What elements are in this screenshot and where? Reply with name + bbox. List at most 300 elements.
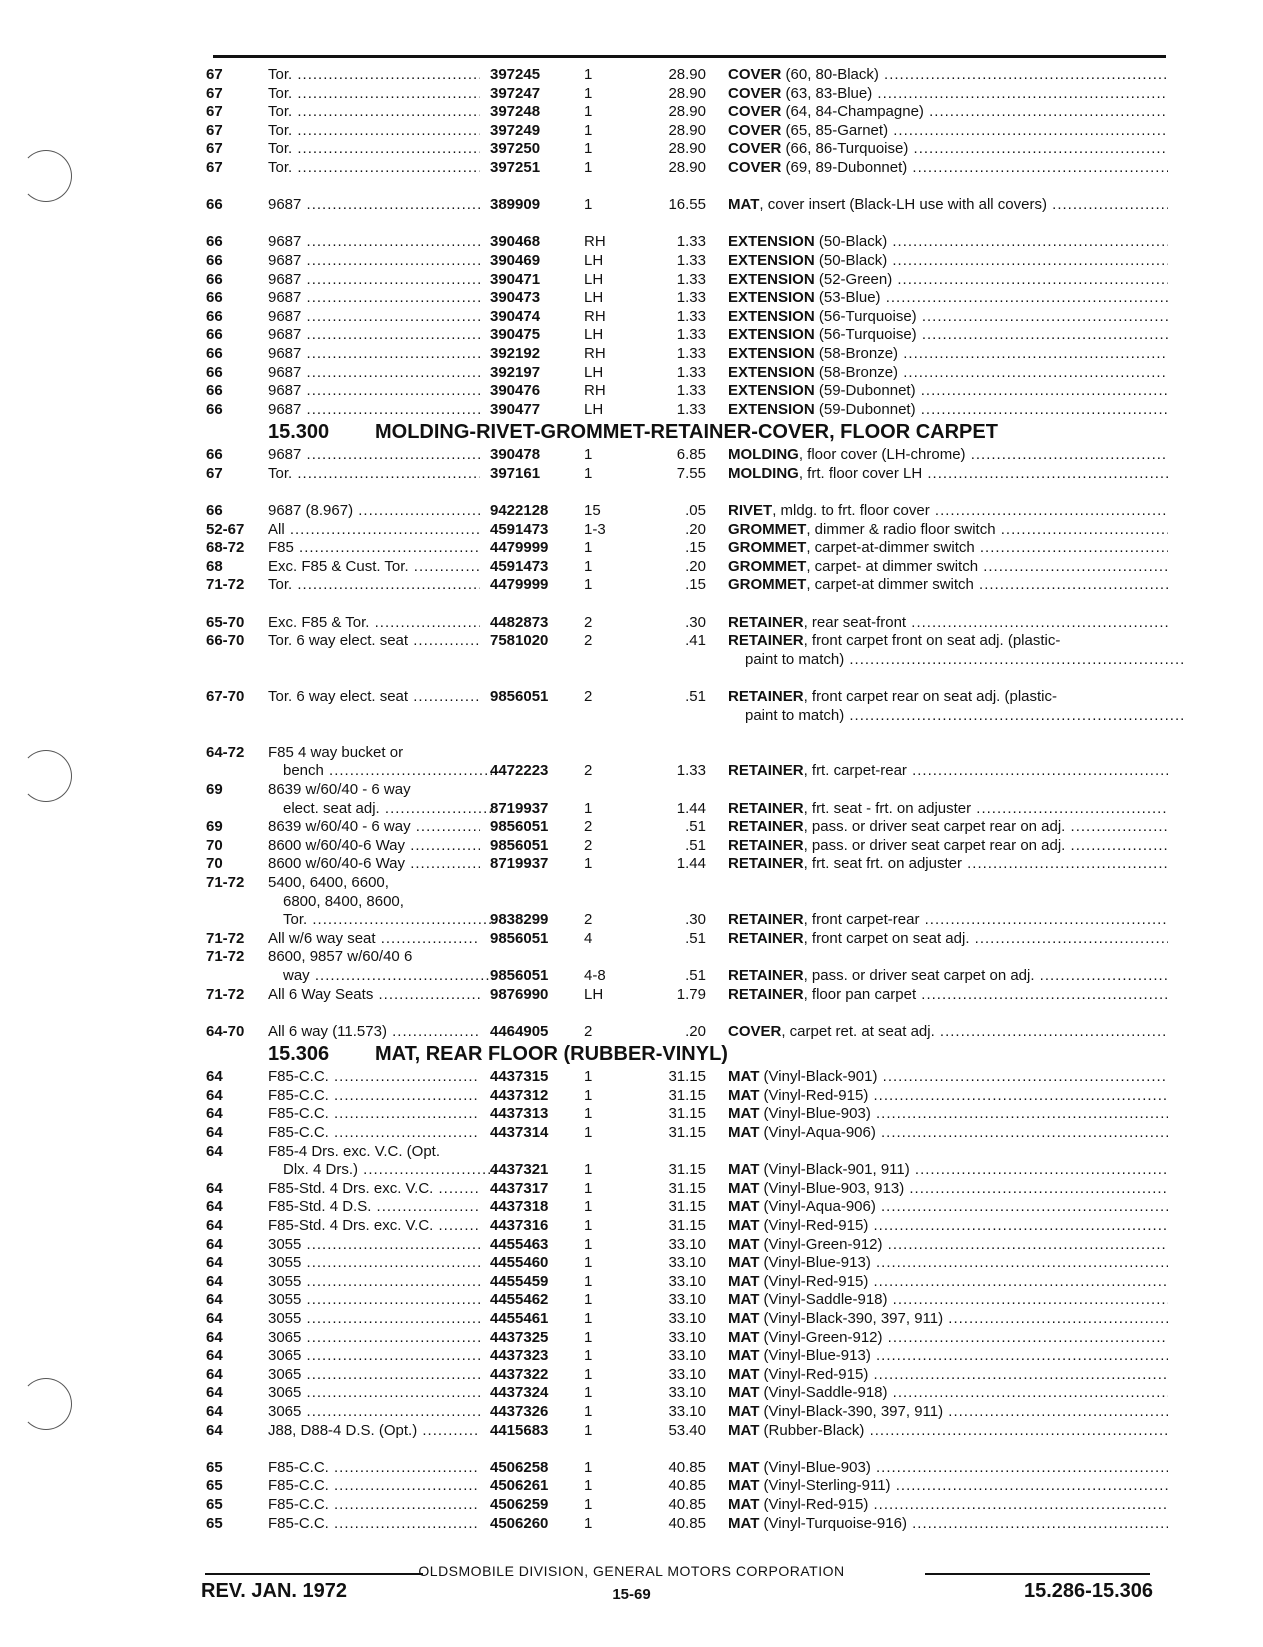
table-row <box>0 1161 1263 1180</box>
table-row <box>0 446 1263 465</box>
part-name: MAT <box>728 1086 760 1104</box>
section-title: MAT, REAR FLOOR (RUBBER-VINYL) <box>375 1043 728 1066</box>
description-cell <box>745 707 1185 726</box>
description-text: paint to match) ..... <box>745 651 1185 668</box>
part-number-cell: 4506258 <box>490 1458 549 1476</box>
year-cell: 64 <box>206 1291 223 1309</box>
price-cell: .30 <box>685 613 706 631</box>
quantity-cell: 1 <box>584 1384 593 1402</box>
part-number-cell: 4455459 <box>490 1272 549 1290</box>
year-cell: 65 <box>206 1477 223 1495</box>
table-row <box>0 948 1263 967</box>
price-cell: 1.33 <box>676 382 706 400</box>
part-name: COVER <box>728 66 782 83</box>
model-cell: 9687 (8.967) ..... <box>268 502 480 521</box>
part-name: EXTENSION <box>728 233 815 251</box>
price-cell: 31.15 <box>668 1068 706 1086</box>
part-number-cell: 4437315 <box>490 1068 549 1086</box>
part-name: RETAINER <box>728 966 804 984</box>
description-text: (69, 89-Dubonnet) ..... <box>781 159 1168 176</box>
year-cell: 67 <box>206 140 223 158</box>
part-name: MOLDING <box>728 446 799 464</box>
part-name: COVER <box>728 1022 782 1040</box>
price-cell: 33.10 <box>668 1384 706 1402</box>
part-number-cell: 390475 <box>490 326 541 344</box>
part-name: MAT <box>728 1421 760 1439</box>
table-row <box>0 1023 1263 1042</box>
model-cell: 3055 ..... <box>268 1273 480 1292</box>
model-cell: F85 4 way bucket or <box>268 743 404 761</box>
table-row <box>0 1384 1263 1403</box>
year-cell: 66 <box>206 363 223 381</box>
description-text: , carpet-at dimmer switch ..... <box>806 576 1168 593</box>
description-cell <box>728 1422 1168 1441</box>
description-cell <box>728 1236 1168 1255</box>
model-cell: 3065 ..... <box>268 1366 480 1385</box>
part-number-cell: 4437317 <box>490 1179 549 1197</box>
price-cell: 31.15 <box>668 1105 706 1123</box>
price-cell: 33.10 <box>668 1365 706 1383</box>
price-cell: 7.55 <box>676 464 706 482</box>
price-cell: 31.15 <box>668 1086 706 1104</box>
price-cell: 40.85 <box>668 1458 706 1476</box>
table-row <box>0 1254 1263 1273</box>
table-row <box>0 1310 1263 1329</box>
quantity-cell: 1 <box>584 1124 593 1142</box>
part-name: MAT <box>728 1068 760 1086</box>
part-number-cell: 390468 <box>490 233 541 251</box>
part-number-cell: 390478 <box>490 446 541 464</box>
part-number-cell: 390471 <box>490 270 541 288</box>
model-cell: 6800, 8400, 8600, <box>283 892 404 910</box>
part-number-cell: 4591473 <box>490 557 549 575</box>
row-spacer <box>0 215 1263 234</box>
part-number-cell: 7581020 <box>490 632 549 650</box>
description-cell <box>728 1366 1168 1385</box>
model-cell: 3055 ..... <box>268 1291 480 1310</box>
part-name: RETAINER <box>728 985 804 1003</box>
model-cell: F85-C.C. ..... <box>268 1496 480 1515</box>
table-row <box>0 688 1263 707</box>
description-cell <box>728 66 1168 85</box>
part-name: RETAINER <box>728 818 804 836</box>
table-row <box>0 967 1263 986</box>
quantity-cell: 2 <box>584 762 593 780</box>
year-cell: 67 <box>206 158 223 176</box>
part-name: RETAINER <box>728 836 804 854</box>
price-cell: 31.15 <box>668 1179 706 1197</box>
model-cell: All ..... <box>268 521 480 540</box>
description-text: (64, 84-Champagne) ..... <box>781 103 1168 120</box>
description-cell <box>728 465 1168 484</box>
part-name: EXTENSION <box>728 382 815 400</box>
part-name: EXTENSION <box>728 289 815 307</box>
description-text: (65, 85-Garnet) ..... <box>781 122 1168 139</box>
price-cell: .51 <box>685 836 706 854</box>
revision-date: REV. JAN. 1972 <box>201 1580 348 1602</box>
row-spacer <box>0 595 1263 614</box>
description-cell <box>728 1068 1168 1087</box>
part-name: MAT <box>728 1328 760 1346</box>
price-cell: 16.55 <box>668 196 706 214</box>
part-number-cell: 4464905 <box>490 1022 549 1040</box>
table-row <box>0 1198 1263 1217</box>
part-number-cell: 397248 <box>490 103 541 121</box>
part-number-cell: 389909 <box>490 196 541 214</box>
price-cell: 40.85 <box>668 1495 706 1513</box>
description-cell <box>728 401 1168 420</box>
description-cell <box>728 85 1168 104</box>
model-cell: 9687 ..... <box>268 401 480 420</box>
year-cell: 67 <box>206 464 223 482</box>
price-cell: 1.44 <box>676 799 706 817</box>
price-cell: 1.33 <box>676 344 706 362</box>
description-cell <box>728 539 1168 558</box>
description-cell <box>728 1105 1168 1124</box>
table-row <box>0 744 1263 763</box>
row-spacer <box>0 483 1263 502</box>
part-name: COVER <box>728 140 782 158</box>
quantity-cell: 1 <box>584 1328 593 1346</box>
year-cell: 66 <box>206 233 223 251</box>
year-cell: 64 <box>206 1254 223 1272</box>
description-cell <box>728 196 1168 215</box>
description-cell <box>728 1198 1168 1217</box>
part-name: EXTENSION <box>728 344 815 362</box>
description-cell <box>728 1459 1168 1478</box>
quantity-cell: LH <box>584 251 604 269</box>
model-cell: 9687 ..... <box>268 345 480 364</box>
quantity-cell: 1 <box>584 1179 593 1197</box>
corporation-line: OLDSMOBILE DIVISION, GENERAL MOTORS CORPORATION <box>418 1563 845 1579</box>
part-number-cell: 390473 <box>490 289 541 307</box>
quantity-cell: 1 <box>584 121 593 139</box>
table-row <box>0 85 1263 104</box>
year-cell: 67 <box>206 84 223 102</box>
model-cell: F85-C.C. ..... <box>268 1459 480 1478</box>
part-name: RIVET <box>728 502 773 520</box>
description-cell <box>728 1124 1168 1143</box>
quantity-cell: 1 <box>584 1272 593 1290</box>
model-cell: 9687 ..... <box>268 196 480 215</box>
quantity-cell: 1 <box>584 1161 593 1179</box>
year-cell: 66 <box>206 344 223 362</box>
year-cell: 64 <box>206 1272 223 1290</box>
description-text: (Vinyl-Red-915) ..... <box>759 1087 1168 1104</box>
description-cell <box>728 1496 1168 1515</box>
description-cell <box>728 930 1168 949</box>
model-cell: J88, D88-4 D.S. (Opt.) ..... <box>268 1422 480 1441</box>
price-cell: 33.10 <box>668 1310 706 1327</box>
quantity-cell: LH <box>584 400 604 418</box>
part-name: EXTENSION <box>728 400 815 418</box>
year-cell: 66 <box>206 326 223 344</box>
part-number-cell: 8719937 <box>490 799 549 817</box>
model-cell: 3065 ..... <box>268 1329 480 1348</box>
model-cell: 9687 ..... <box>268 252 480 271</box>
part-name: MAT <box>728 1198 760 1216</box>
part-name: EXTENSION <box>728 326 815 344</box>
model-cell: 3055 ..... <box>268 1236 480 1255</box>
part-number-cell: 4437326 <box>490 1402 549 1420</box>
description-text: , pass. or driver seat carpet rear on adj. ..... <box>804 818 1168 835</box>
table-row <box>0 1347 1263 1366</box>
quantity-cell: 1 <box>584 1310 593 1327</box>
description-cell <box>728 502 1168 521</box>
year-cell: 65 <box>206 1514 223 1532</box>
part-number-cell: 397251 <box>490 158 541 176</box>
table-row <box>0 140 1263 159</box>
description-text: (Vinyl-Green-912) ..... <box>759 1329 1168 1346</box>
part-number-cell: 9856051 <box>490 836 549 854</box>
part-name: COVER <box>728 158 782 176</box>
quantity-cell: LH <box>584 363 604 381</box>
part-number-cell: 9876990 <box>490 985 549 1003</box>
price-cell: .51 <box>685 818 706 836</box>
description-text: (Vinyl-Aqua-906) ..... <box>759 1124 1168 1141</box>
description-text: (52-Green) ..... <box>815 271 1168 288</box>
model-cell: 8639 w/60/40 - 6 way ..... <box>268 818 480 837</box>
price-cell: .05 <box>685 502 706 520</box>
description-text: (50-Black) ..... <box>815 233 1168 250</box>
model-cell: 3065 ..... <box>268 1384 480 1403</box>
table-row <box>0 893 1263 912</box>
description-text: (Vinyl-Blue-903) ..... <box>759 1459 1168 1476</box>
table-row <box>0 159 1263 178</box>
table-row <box>0 1515 1263 1534</box>
description-text: paint to match) ..... <box>745 707 1185 724</box>
description-text: (Vinyl-Black-901, 911) ..... <box>759 1161 1168 1178</box>
quantity-cell: 2 <box>584 818 593 836</box>
part-number-cell: 4482873 <box>490 613 549 631</box>
table-row <box>0 1459 1263 1478</box>
quantity-cell: 1 <box>584 1402 593 1420</box>
description-cell <box>728 308 1168 327</box>
year-cell: 67 <box>206 121 223 139</box>
quantity-cell: 1 <box>584 539 593 557</box>
table-row <box>0 1403 1263 1422</box>
price-cell: 28.90 <box>668 103 706 121</box>
year-cell: 64 <box>206 1328 223 1346</box>
part-name: MAT <box>728 1514 760 1532</box>
model-cell: elect. seat adj. ..... <box>283 800 495 819</box>
description-text: (Vinyl-Turquoise-916) ..... <box>759 1515 1168 1532</box>
model-cell: Tor. 6 way elect. seat ..... <box>268 688 480 707</box>
description-text: , floor pan carpet ..... <box>804 986 1168 1003</box>
part-number-cell: 392192 <box>490 344 541 362</box>
part-name: RETAINER <box>728 911 804 929</box>
year-cell: 67 <box>206 103 223 121</box>
quantity-cell: 1 <box>584 799 593 817</box>
model-cell: bench ..... <box>283 762 495 781</box>
model-cell: All 6 way (11.573) ..... <box>268 1023 480 1042</box>
part-number-cell: 9856051 <box>490 818 549 836</box>
part-number-cell: 4437316 <box>490 1217 549 1235</box>
model-cell: Tor. ..... <box>268 140 480 159</box>
part-number-cell: 392197 <box>490 363 541 381</box>
year-cell: 66-70 <box>206 632 245 650</box>
quantity-cell: 1 <box>584 196 593 214</box>
price-cell: 1.79 <box>676 985 706 1003</box>
part-name: MAT <box>728 1217 760 1235</box>
part-number-cell: 4591473 <box>490 520 549 538</box>
price-cell: 1.33 <box>676 307 706 325</box>
model-cell: Tor. ..... <box>268 159 480 178</box>
part-name: RETAINER <box>728 632 804 650</box>
description-cell <box>728 967 1168 986</box>
part-number-cell: 4437324 <box>490 1384 549 1402</box>
description-text: (Vinyl-Red-915) ..... <box>759 1217 1168 1234</box>
table-row <box>0 289 1263 308</box>
description-text: , carpet ret. at seat adj. ..... <box>781 1023 1168 1040</box>
table-row <box>0 1329 1263 1348</box>
table-row <box>0 855 1263 874</box>
quantity-cell: 1 <box>584 1495 593 1513</box>
quantity-cell: 2 <box>584 632 593 650</box>
model-cell: All 6 Way Seats ..... <box>268 986 480 1005</box>
quantity-cell: RH <box>584 233 606 251</box>
description-cell <box>728 446 1168 465</box>
description-cell <box>728 521 1168 540</box>
description-cell <box>728 289 1168 308</box>
table-row <box>0 308 1263 327</box>
description-cell <box>728 252 1168 271</box>
year-cell: 64 <box>206 1086 223 1104</box>
part-name: MAT <box>728 1477 760 1495</box>
model-cell: F85-C.C. ..... <box>268 1068 480 1087</box>
model-cell: Tor. ..... <box>268 576 480 595</box>
year-cell: 68 <box>206 557 223 575</box>
part-name: GROMMET <box>728 557 807 575</box>
description-cell <box>728 762 1168 781</box>
year-cell: 67 <box>206 66 223 83</box>
table-row <box>0 252 1263 271</box>
table-row <box>0 364 1263 383</box>
description-text: , front carpet on seat adj. ..... <box>804 930 1168 947</box>
table-row <box>0 1217 1263 1236</box>
description-text: , mldg. to frt. floor cover ..... <box>772 502 1168 519</box>
description-text: (Vinyl-Blue-903, 913) ..... <box>759 1180 1168 1197</box>
section-heading <box>0 419 1263 446</box>
description-cell <box>728 632 1168 651</box>
model-cell: 8600 w/60/40-6 Way ..... <box>268 837 480 856</box>
year-cell: 64 <box>206 1124 223 1142</box>
row-continuation <box>0 651 1263 670</box>
description-cell <box>728 911 1168 930</box>
part-name: RETAINER <box>728 688 804 705</box>
quantity-cell: 4 <box>584 929 593 947</box>
part-name: MAT <box>728 1272 760 1290</box>
quantity-cell: 1 <box>584 140 593 158</box>
quantity-cell: 1 <box>584 1086 593 1104</box>
section-number: 15.300 <box>268 421 330 444</box>
part-name: GROMMET <box>728 539 807 557</box>
table-row <box>0 874 1263 893</box>
section-heading <box>0 1041 1263 1068</box>
description-cell <box>728 122 1168 141</box>
year-cell: 64 <box>206 1365 223 1383</box>
table-row <box>0 539 1263 558</box>
table-row <box>0 1143 1263 1162</box>
table-row <box>0 781 1263 800</box>
price-cell: 1.33 <box>676 363 706 381</box>
quantity-cell: 1 <box>584 84 593 102</box>
model-cell: 9687 ..... <box>268 271 480 290</box>
price-cell: 33.10 <box>668 1347 706 1365</box>
part-name: MAT <box>728 1124 760 1142</box>
description-cell <box>728 271 1168 290</box>
description-text: , carpet-at-dimmer switch ..... <box>806 539 1168 556</box>
model-cell: Tor. ..... <box>268 85 480 104</box>
quantity-cell: LH <box>584 270 604 288</box>
description-text: (Vinyl-Red-915) ..... <box>759 1496 1168 1513</box>
year-cell: 64 <box>206 1142 223 1160</box>
year-cell: 52-67 <box>206 520 245 538</box>
part-name: MAT <box>728 1161 760 1179</box>
description-cell <box>728 1515 1168 1534</box>
year-cell: 64 <box>206 1217 223 1235</box>
price-cell: 53.40 <box>668 1421 706 1439</box>
part-name: MAT <box>728 1105 760 1123</box>
year-cell: 65 <box>206 1458 223 1476</box>
quantity-cell: 1 <box>584 1477 593 1495</box>
part-name: MAT <box>728 1458 760 1476</box>
model-cell: Dlx. 4 Drs.) ..... <box>283 1161 495 1180</box>
quantity-cell: LH <box>584 289 604 307</box>
table-row <box>0 1236 1263 1255</box>
quantity-cell: RH <box>584 382 606 400</box>
section-range: 15.286-15.306 <box>1023 1580 1153 1602</box>
part-number-cell: 390474 <box>490 307 541 325</box>
year-cell: 71-72 <box>206 929 245 947</box>
description-cell <box>728 159 1168 178</box>
description-text: , front carpet rear on seat adj. (plastic- <box>803 688 1058 705</box>
price-cell: 1.33 <box>676 289 706 307</box>
year-cell: 71-72 <box>206 576 245 594</box>
part-number-cell: 4437323 <box>490 1347 549 1365</box>
quantity-cell: 2 <box>584 688 593 705</box>
table-row <box>0 271 1263 290</box>
table-row <box>0 1477 1263 1496</box>
price-cell: .30 <box>685 911 706 929</box>
model-cell: 5400, 6400, 6600, <box>268 873 389 891</box>
part-number-cell: 4472223 <box>490 762 549 780</box>
description-text: (56-Turquoise) ..... <box>815 326 1168 343</box>
price-cell: 40.85 <box>668 1477 706 1495</box>
description-cell <box>728 1384 1168 1403</box>
quantity-cell: 4-8 <box>584 966 606 984</box>
model-cell: 3065 ..... <box>268 1403 480 1422</box>
part-name: RETAINER <box>728 762 804 780</box>
part-number-cell: 8719937 <box>490 855 549 873</box>
table-row <box>0 103 1263 122</box>
description-text: , front carpet-rear ..... <box>804 911 1168 928</box>
description-cell <box>728 576 1168 595</box>
quantity-cell: 2 <box>584 911 593 929</box>
part-name: EXTENSION <box>728 270 815 288</box>
year-cell: 66 <box>206 307 223 325</box>
table-row <box>0 401 1263 420</box>
table-row <box>0 818 1263 837</box>
description-cell <box>728 364 1168 383</box>
description-text: , pass. or driver seat carpet rear on adj. ..... <box>804 837 1168 854</box>
price-cell: 28.90 <box>668 158 706 176</box>
top-rule <box>213 55 1166 58</box>
part-name: RETAINER <box>728 855 804 873</box>
description-text: (Vinyl-Black-390, 397, 911) ..... <box>759 1403 1168 1420</box>
year-cell: 71-72 <box>206 873 245 891</box>
description-text: , dimmer & radio floor switch ..... <box>806 521 1168 538</box>
